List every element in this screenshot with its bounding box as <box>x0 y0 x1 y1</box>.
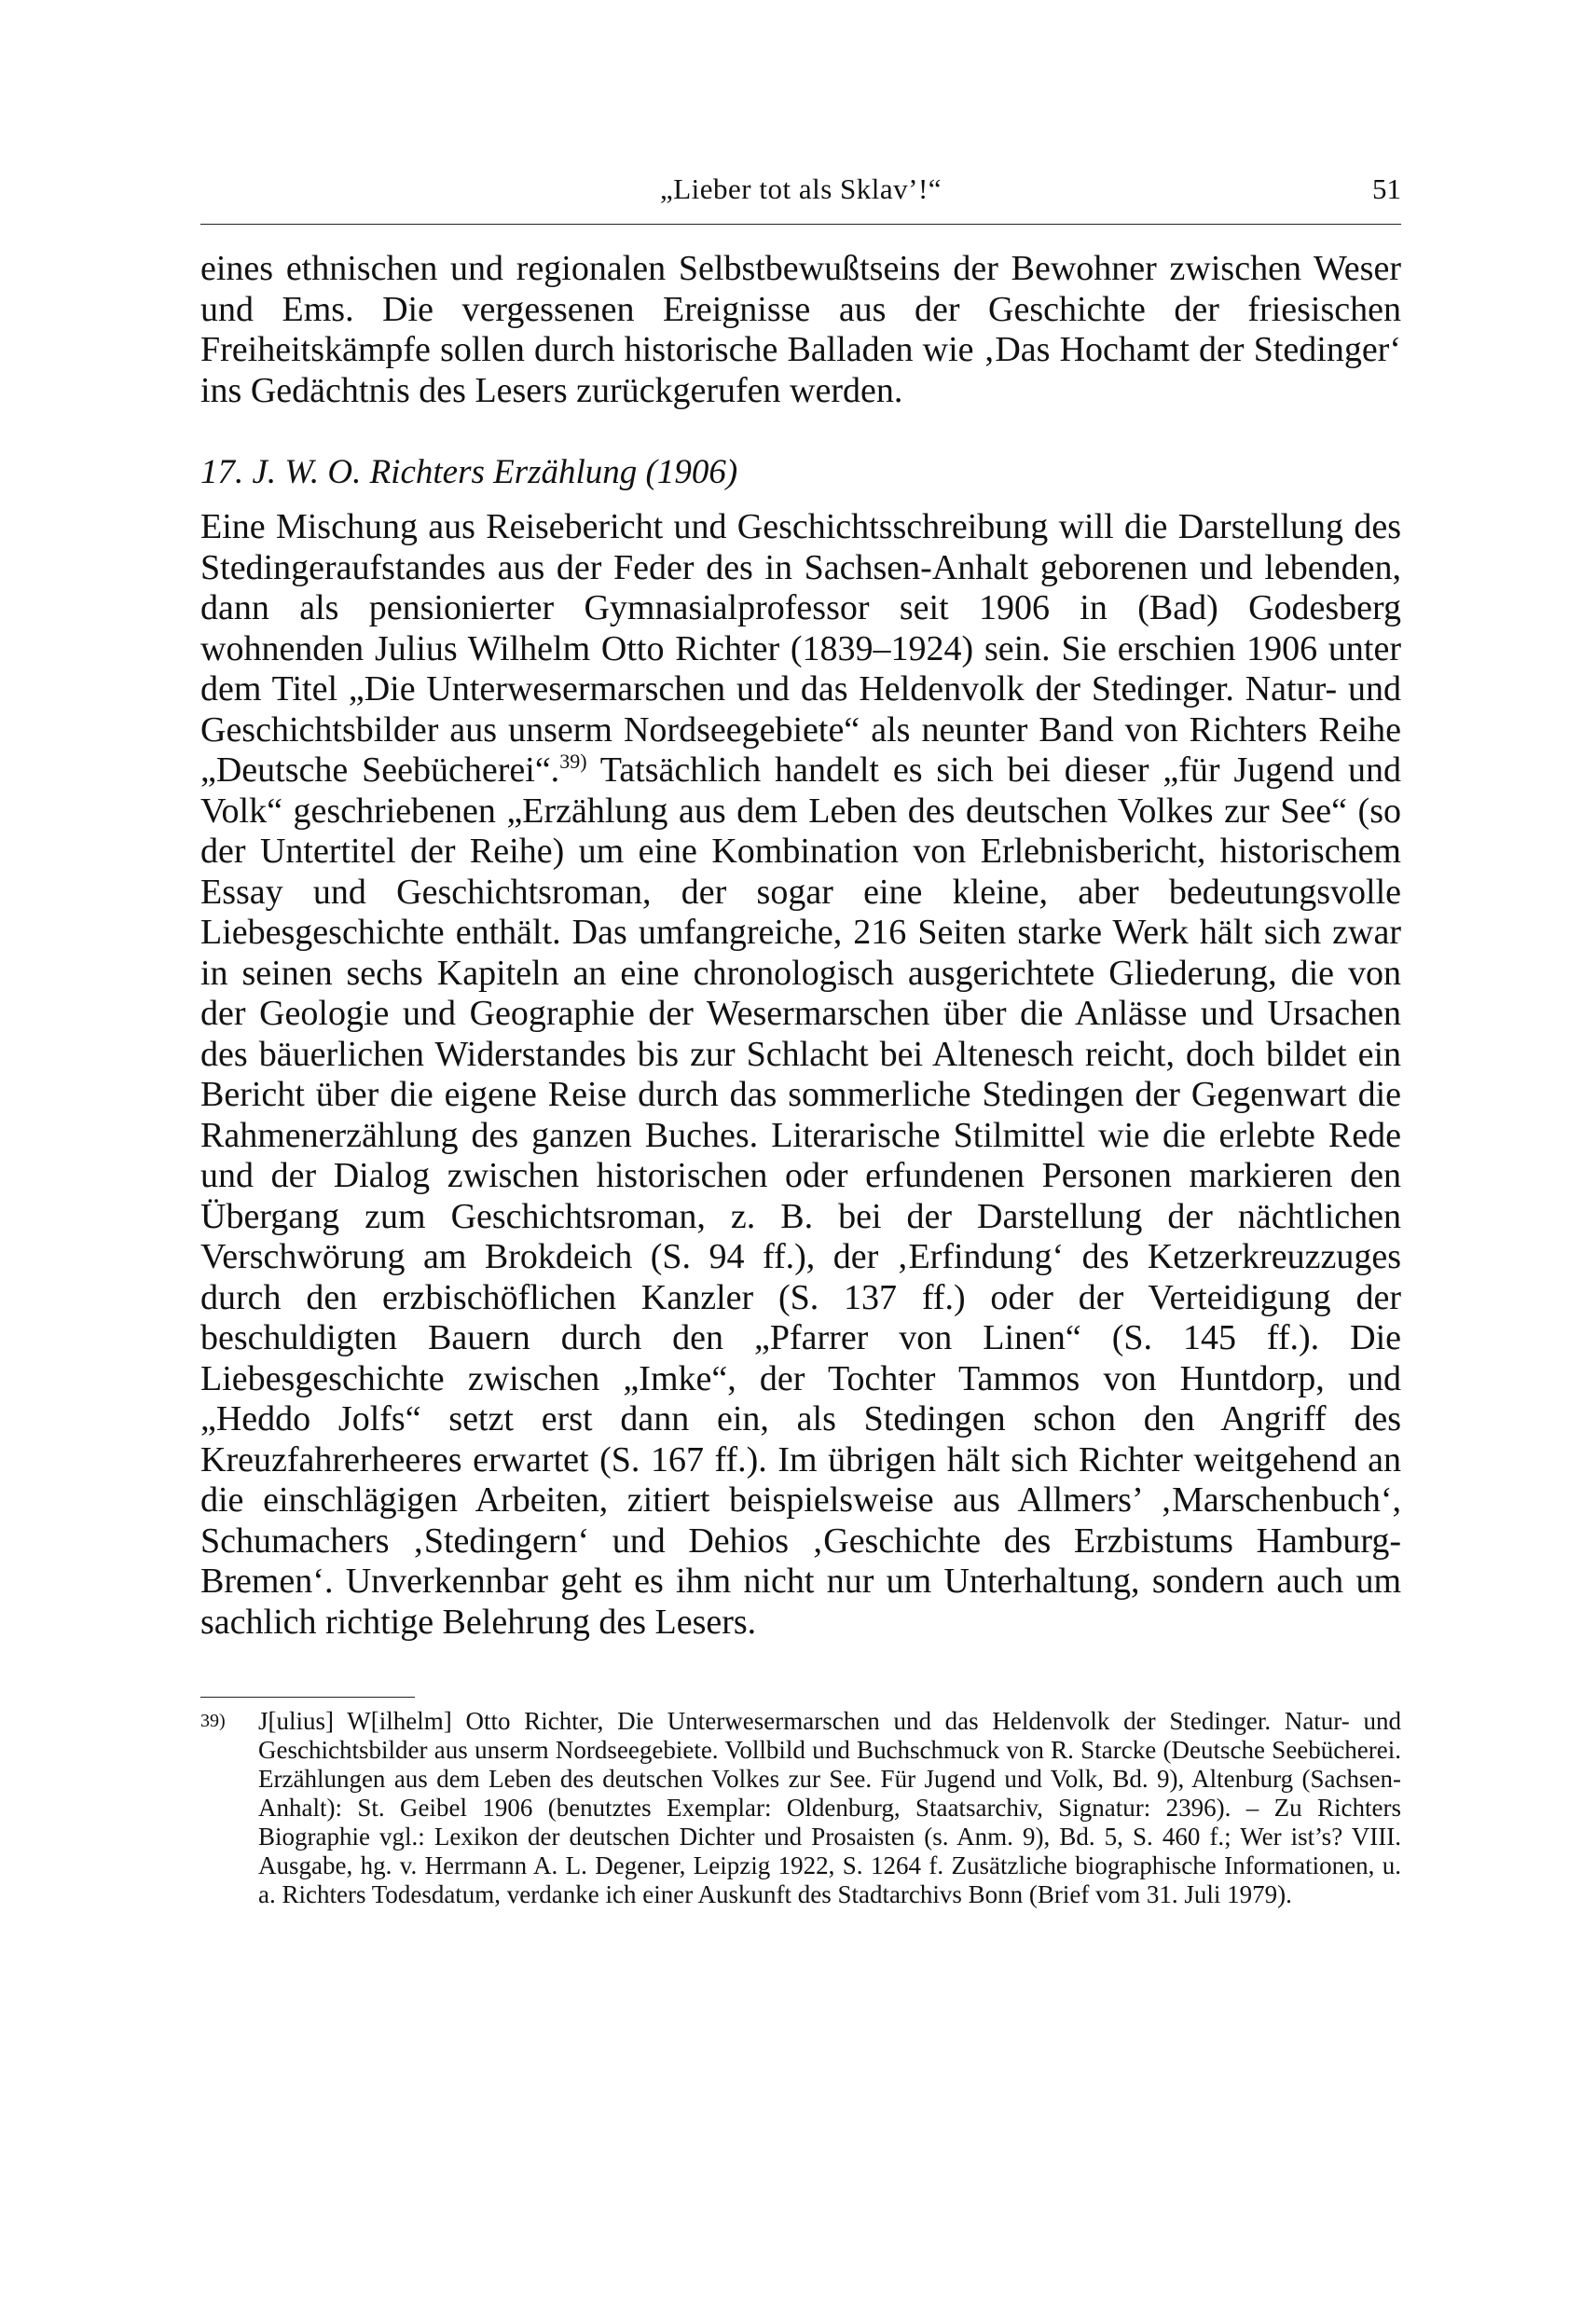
page-number: 51 <box>1372 172 1401 205</box>
footnote-reference: 39) <box>559 750 587 773</box>
main-paragraph-part1: Eine Mischung aus Reisebericht und Geschichtsschreibung will die Darstellung des Stedingeraufstandes aus der Feder des in Sachsen-Anhalt geborenen und lebenden, dann als pensionierter Gymnasialprofessor seit 1906 in (Bad) Godesberg wohnenden Julius Wilhelm Otto Richter (1839–1924) sein. Sie erschien 1906 unter dem Titel „Die Unterwesermarschen und das Heldenvolk der Stedinger. Natur- und Geschichtsbilder aus unserm Nordseegebiete“ als neunter Band von Richters Reihe „Deutsche Seebücherei“. <box>200 507 1401 790</box>
footnote-rule <box>200 1697 415 1698</box>
book-page <box>200 168 1401 1909</box>
main-paragraph-part2: Tatsächlich handelt es sich bei dieser „für Jugend und Volk“ geschriebenen „Erzählung aus dem Leben des deutschen Volkes zur See“ (so der Untertitel der Reihe) um eine Kombination von Erlebnisbericht, historischem Essay und Geschichtsroman, der sogar eine kleine, aber bedeutungsvolle Liebesgeschichte enthält. Das umfangreiche, 216 Seiten starke Werk hält sich zwar in seinen sechs Kapiteln an eine chronologisch ausgerichtete Gliederung, die von der Geologie und Geographie der Wesermarschen über die Anlässe und Ursachen des bäuerlichen Widerstandes bis zur Schlacht bei Altenesch reicht, doch bildet ein Bericht über die eigene Reise durch das sommerliche Stedingen der Gegenwart die Rahmenerzählung des ganzen Buches. Literarische Stilmittel wie die erlebte Rede und der Dialog zwischen historischen oder erfundenen Personen markieren den Übergang zum Geschichtsroman, z. B. bei der Darstellung der nächtlichen Verschwörung am Brokdeich (S. 94 ff.), der ‚Erfindung‘ des Ketzerkreuzzuges durch den erzbischöflichen Kanzler (S. 137 ff.) oder der Verteidigung der beschuldigten Bauern durch den „Pfarrer von Linen“ (S. 145 ff.). Die Liebesgeschichte zwischen „Imke“, der Tochter Tammos von Huntdorp, und „Heddo Jolfs“ setzt erst dann ein, als Stedingen schon den Angriff des Kreuzfahrerheeres erwartet (S. 167 ff.). Im übrigen hält sich Richter weitgehend an die einschlägigen Arbeiten, zitiert beispielsweise aus Allmers’ ‚Marschenbuch‘, Schumachers ‚Stedingern‘ und Dehios ‚Geschichte des Erzbistums Hamburg-Bremen‘. Unverkennbar geht es ihm nicht nur um Unterhaltung, sondern auch um sachlich richtige Belehrung des Lesers. <box>200 750 1402 1642</box>
footnote <box>200 1707 1401 1909</box>
main-paragraph <box>200 507 1401 1643</box>
running-head <box>200 168 1401 211</box>
footnote-marker: 39) <box>200 1711 226 1731</box>
footnote-text: J[ulius] W[ilhelm] Otto Richter, Die Unterwesermarschen und das Heldenvolk der Stedinger. Natur- und Geschichtsbilder aus unserm Nordseegebiete. Vollbild und Buchschmuck von R. Starcke (Deutsche Seebücherei. Erzählungen aus dem Leben des deutschen Volkes zur See. Für Jugend und Volk, Bd. 9), Altenburg (Sachsen-Anhalt): St. Geibel 1906 (benutztes Exemplar: Oldenburg, Staatsarchiv, Signatur: 2396). – Zu Richters Biographie vgl.: Lexikon der deutschen Dichter und Prosaisten (s. Anm. 9), Bd. 5, S. 460 f.; Wer ist’s? VIII. Ausgabe, hg. v. Herrmann A. L. Degener, Leipzig 1922, S. 1264 f. Zusätzliche biographische Informationen, u. a. Richters Todesdatum, verdanke ich einer Auskunft des Stadtarchivs Bonn (Brief vom 31. Juli 1979). <box>258 1707 1401 1908</box>
intro-paragraph: eines ethnischen und regionalen Selbstbewußtseins der Bewohner zwischen Weser und Ems. Die vergessenen Ereignisse aus der Geschichte der friesischen Freiheitskämpfe sollen durch historische Balladen wie ‚Das Hochamt der Stedinger‘ ins Gedächtnis des Lesers zurückgerufen werden. <box>200 249 1401 410</box>
header-rule <box>200 224 1401 225</box>
section-heading: 17. J. W. O. Richters Erzählung (1906) <box>200 453 738 491</box>
running-title: „Lieber tot als Sklav’!“ <box>659 172 942 205</box>
